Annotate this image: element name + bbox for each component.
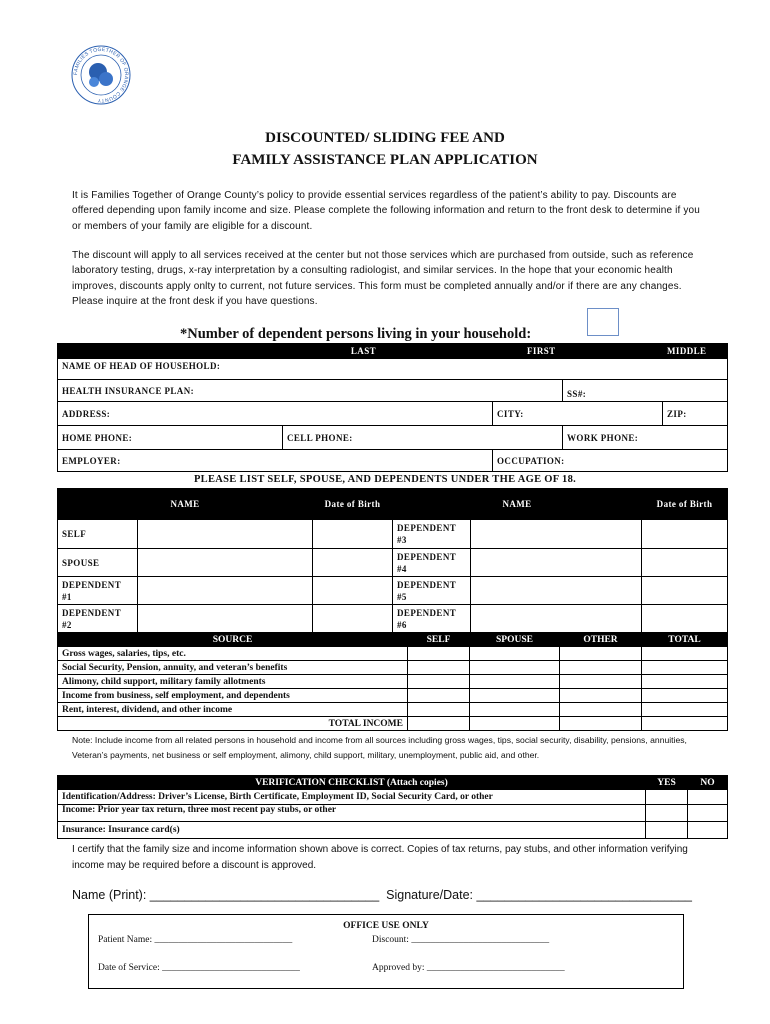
income-total-cell[interactable] <box>642 675 728 689</box>
dependents-count-input[interactable] <box>587 308 619 336</box>
members-table <box>57 488 728 633</box>
member-label: DEPENDENT #2 <box>58 605 138 633</box>
dependents-count-label: *Number of dependent persons living in your household: <box>180 326 532 342</box>
col-total: TOTAL <box>642 633 728 647</box>
income-other-cell[interactable] <box>560 647 642 661</box>
cell-phone-label: CELL PHONE: <box>287 432 353 443</box>
income-spouse-cell[interactable] <box>470 661 560 675</box>
checklist-no-cell[interactable] <box>688 822 728 839</box>
checklist-item: Insurance: Insurance card(s) <box>58 822 646 839</box>
intro-paragraph-2: The discount will apply to all services received at the center but not those services which are purchased from outside, such as reference laboratory testing, drugs, x-ray interpretation by a consulting radiologist, and similar services. In the hope that your economic health improves, discounts apply onlty to current, not future services. This form must be completed annually and/or if there are any changes. Please inquire at the front desk if you have questions. <box>72 250 694 307</box>
insurance-plan-label: HEALTH INSURANCE PLAN: <box>62 385 194 396</box>
col-no: NO <box>688 776 728 790</box>
member-label: DEPENDENT #1 <box>58 577 138 605</box>
checklist-heading: VERIFICATION CHECKLIST (Attach copies) <box>58 776 646 790</box>
income-row <box>58 661 728 675</box>
work-phone-field[interactable] <box>563 426 728 450</box>
household-table <box>57 343 728 472</box>
checklist-row <box>58 790 728 805</box>
intro-paragraph-1: It is Families Together of Orange County’s policy to provide essential services regardless of the patient’s ability to pay. Discounts are offered depending upon family income and size. Please complete the following information and return to the front desk to determine if you or members of your family are eligible for a discount. <box>72 190 700 232</box>
member-name-cell[interactable] <box>471 577 642 605</box>
employer-field[interactable] <box>58 450 493 472</box>
col-name-right: NAME <box>393 489 642 520</box>
member-row <box>58 577 728 605</box>
member-name-cell[interactable] <box>138 549 313 577</box>
member-row <box>58 520 728 549</box>
member-name-cell[interactable] <box>138 520 313 549</box>
income-spouse-cell[interactable] <box>470 689 560 703</box>
certification-text: I certify that the family size and income information shown above is correct. Copies of tax returns, pay stubs, and other information verifying income may be required before a discount is approved. <box>72 844 688 871</box>
income-spouse-cell[interactable] <box>470 703 560 717</box>
member-label: DEPENDENT #6 <box>393 605 471 633</box>
checklist-yes-cell[interactable] <box>646 805 688 822</box>
col-spouse: SPOUSE <box>470 633 560 647</box>
total-total-cell[interactable] <box>642 717 728 731</box>
member-dob-cell[interactable] <box>313 520 393 549</box>
member-name-cell[interactable] <box>471 520 642 549</box>
form-title-line1: DISCOUNTED/ SLIDING FEE AND <box>265 130 505 146</box>
member-label: DEPENDENT #5 <box>393 577 471 605</box>
checklist-item: Identification/Address: Driver’s License, Birth Certificate, Employment ID, Social Security Card, or other <box>58 790 646 805</box>
member-row <box>58 549 728 577</box>
discount-field[interactable]: Discount: _____________________________ <box>372 935 550 945</box>
col-last: LAST <box>58 344 493 359</box>
income-self-cell[interactable] <box>408 689 470 703</box>
col-dob-left: Date of Birth <box>313 489 393 520</box>
income-total-cell[interactable] <box>642 703 728 717</box>
member-dob-cell[interactable] <box>313 605 393 633</box>
income-other-cell[interactable] <box>560 661 642 675</box>
work-phone-label: WORK PHONE: <box>567 432 639 443</box>
income-other-cell[interactable] <box>560 703 642 717</box>
col-name-left: NAME <box>58 489 313 520</box>
member-dob-cell[interactable] <box>642 549 728 577</box>
income-self-cell[interactable] <box>408 661 470 675</box>
income-self-cell[interactable] <box>408 675 470 689</box>
income-source: Gross wages, salaries, tips, etc. <box>58 647 408 661</box>
income-row <box>58 689 728 703</box>
member-name-cell[interactable] <box>471 605 642 633</box>
cell-phone-field[interactable] <box>283 426 563 450</box>
office-use-box <box>88 914 684 989</box>
total-other-cell[interactable] <box>560 717 642 731</box>
patient-name-field[interactable]: Patient Name: _____________________________ <box>98 935 293 945</box>
approved-by-field[interactable]: Approved by: _____________________________ <box>372 963 565 973</box>
office-use-heading: OFFICE USE ONLY <box>343 921 429 931</box>
home-phone-label: HOME PHONE: <box>62 432 133 443</box>
checklist-yes-cell[interactable] <box>646 790 688 805</box>
ss-label: SS#: <box>567 389 587 399</box>
member-dob-cell[interactable] <box>642 577 728 605</box>
member-dob-cell[interactable] <box>642 605 728 633</box>
city-label: CITY: <box>497 408 524 419</box>
member-row <box>58 605 728 633</box>
col-yes: YES <box>646 776 688 790</box>
income-other-cell[interactable] <box>560 689 642 703</box>
member-dob-cell[interactable] <box>313 549 393 577</box>
employer-label: EMPLOYER: <box>62 455 121 466</box>
col-self: SELF <box>408 633 470 647</box>
member-label: DEPENDENT #4 <box>393 549 471 577</box>
income-source: Alimony, child support, military family allotments <box>58 675 408 689</box>
checklist-no-cell[interactable] <box>688 805 728 822</box>
col-middle: MIDDLE <box>663 344 728 359</box>
income-self-cell[interactable] <box>408 647 470 661</box>
income-source: Social Security, Pension, annuity, and veteran’s benefits <box>58 661 408 675</box>
total-income-label: TOTAL INCOME <box>58 717 408 731</box>
member-dob-cell[interactable] <box>313 577 393 605</box>
verification-checklist <box>57 775 728 839</box>
income-spouse-cell[interactable] <box>470 675 560 689</box>
head-of-household-field[interactable] <box>58 359 728 380</box>
income-source: Rent, interest, dividend, and other income <box>58 703 408 717</box>
head-of-household-label: NAME OF HEAD OF HOUSEHOLD: <box>62 361 221 371</box>
insurance-plan-field[interactable] <box>58 380 563 402</box>
families-together-logo <box>70 44 132 106</box>
income-total-cell[interactable] <box>642 661 728 675</box>
income-row <box>58 675 728 689</box>
member-dob-cell[interactable] <box>642 520 728 549</box>
occupation-field[interactable] <box>493 450 728 472</box>
income-note: Note: Include income from all related persons in household and income from all sources including gross wages, tips, social security, disability, pensions, annuities, Veteran’s payments, net business or self employment, alimony, child support, military, unemployment, public aid, and other. <box>72 735 687 760</box>
total-income-row <box>58 717 728 731</box>
checklist-no-cell[interactable] <box>688 790 728 805</box>
income-spouse-cell[interactable] <box>470 647 560 661</box>
income-table <box>57 632 728 731</box>
signature-date-field[interactable]: Signature/Date: _______________________________ <box>386 888 692 902</box>
income-self-cell[interactable] <box>408 703 470 717</box>
zip-field[interactable] <box>663 402 728 426</box>
checklist-row <box>58 805 728 822</box>
income-row <box>58 703 728 717</box>
col-first: FIRST <box>493 344 663 359</box>
signature-line <box>72 888 692 902</box>
home-phone-field[interactable] <box>58 426 283 450</box>
checklist-item: Income: Prior year tax return, three most recent pay stubs, or other <box>58 805 646 822</box>
total-self-cell[interactable] <box>408 717 470 731</box>
member-name-cell[interactable] <box>471 549 642 577</box>
col-source: SOURCE <box>58 633 408 647</box>
member-label: SPOUSE <box>58 549 138 577</box>
col-dob-right: Date of Birth <box>642 489 728 520</box>
income-total-cell[interactable] <box>642 689 728 703</box>
member-name-cell[interactable] <box>138 577 313 605</box>
address-label: ADDRESS: <box>62 408 111 419</box>
members-heading: PLEASE LIST SELF, SPOUSE, AND DEPENDENTS UNDER THE AGE OF 18. <box>193 474 577 485</box>
date-of-service-field[interactable]: Date of Service: _____________________________ <box>98 963 300 973</box>
income-other-cell[interactable] <box>560 675 642 689</box>
total-spouse-cell[interactable] <box>470 717 560 731</box>
form-title-line2: FAMILY ASSISTANCE PLAN APPLICATION <box>232 152 538 168</box>
print-name-field[interactable]: Name (Print): _________________________________ <box>72 888 380 902</box>
zip-label: ZIP: <box>667 408 687 419</box>
occupation-label: OCCUPATION: <box>497 455 565 466</box>
income-source: Income from business, self employment, and dependents <box>58 689 408 703</box>
address-field[interactable] <box>58 402 493 426</box>
member-label: DEPENDENT #3 <box>393 520 471 549</box>
checklist-yes-cell[interactable] <box>646 822 688 839</box>
checklist-row <box>58 822 728 839</box>
member-name-cell[interactable] <box>138 605 313 633</box>
income-row <box>58 647 728 661</box>
logo-text: FAMILIES TOGETHER OF ORANGE COUNTY <box>72 46 130 104</box>
income-total-cell[interactable] <box>642 647 728 661</box>
member-label: SELF <box>58 520 138 549</box>
col-other: OTHER <box>560 633 642 647</box>
ss-field[interactable] <box>563 380 728 402</box>
city-field[interactable] <box>493 402 663 426</box>
